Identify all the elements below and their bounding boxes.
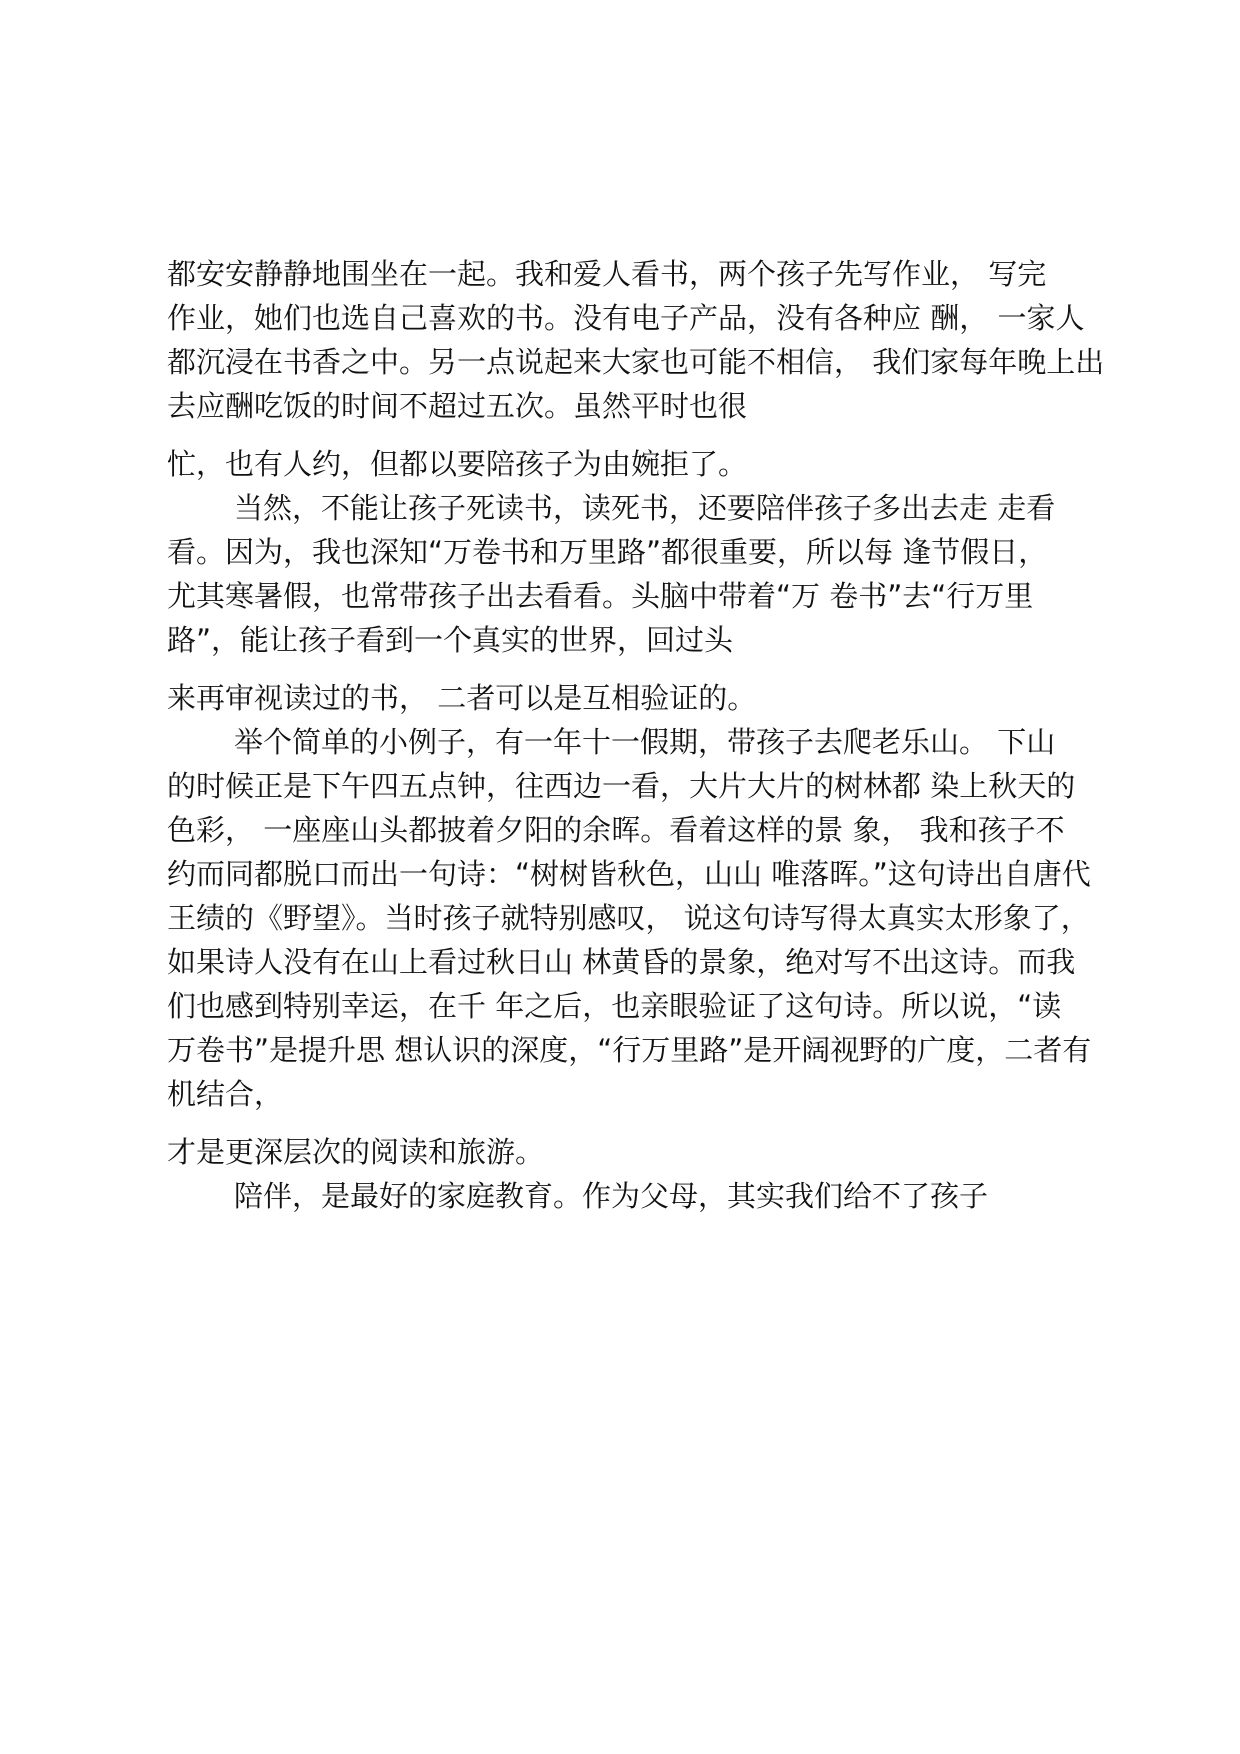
text-line: 如果诗人没有在山上看过秋日山 林黄昏的景象，绝对写不出这诗。而我 — [167, 945, 1076, 979]
text-line: 万卷书”是提升思 想认识的深度，“行万里路”是开阔视野的广度，二者有 — [167, 1033, 1092, 1067]
paragraph-first-line: 陪伴，是最好的家庭教育。作为父母，其实我们给不了孩子 — [234, 1179, 989, 1213]
text-line: 忙，也有人约，但都以要陪孩子为由婉拒了。 — [167, 447, 748, 481]
text-line: 作业，她们也选自己喜欢的书。没有电子产品，没有各种应 酬， 一家人 — [167, 301, 1085, 335]
text-line: 的时候正是下午四五点钟，往西边一看，大片大片的树林都 染上秋天的 — [167, 769, 1076, 803]
text-line: 去应酬吃饭的时间不超过五次。虽然平时也很 — [167, 389, 748, 423]
text-line: 路”，能让孩子看到一个真实的世界，回过头 — [167, 623, 734, 657]
text-line: 王绩的《野望》。当时孩子就特别感叹， 说这句诗写得太真实太形象了， — [167, 901, 1090, 935]
paragraph-first-line: 当然，不能让孩子死读书，读死书，还要陪伴孩子多出去走 走看 — [234, 491, 1056, 525]
text-line: 们也感到特别幸运，在千 年之后，也亲眼验证了这句诗。所以说，“读 — [167, 989, 1062, 1023]
text-line: 都沉浸在书香之中。另一点说起来大家也可能不相信， 我们家每年晚上出 — [167, 345, 1105, 379]
text-line: 才是更深层次的阅读和旅游。 — [167, 1135, 545, 1169]
text-line: 色彩， 一座座山头都披着夕阳的余晖。看着这样的景 象， 我和孩子不 — [167, 813, 1065, 847]
text-line: 机结合， — [167, 1077, 284, 1111]
text-line: 约而同都脱口而出一句诗：“树树皆秋色，山山 唯落晖。”这句诗出自唐代 — [167, 857, 1091, 891]
paragraph-first-line: 举个简单的小例子，有一年十一假期，带孩子去爬老乐山。 下山 — [234, 725, 1056, 759]
text-line: 来再审视读过的书， 二者可以是互相验证的。 — [167, 681, 757, 715]
text-line: 看。因为，我也深知“万卷书和万里路”都很重要，所以每 逢节假日， — [167, 535, 1048, 569]
text-line: 都安安静静地围坐在一起。我和爱人看书，两个孩子先写作业， 写完 — [167, 257, 1047, 291]
text-line: 尤其寒暑假，也常带孩子出去看看。头脑中带着“万 卷书”去“行万里 — [167, 579, 1034, 613]
